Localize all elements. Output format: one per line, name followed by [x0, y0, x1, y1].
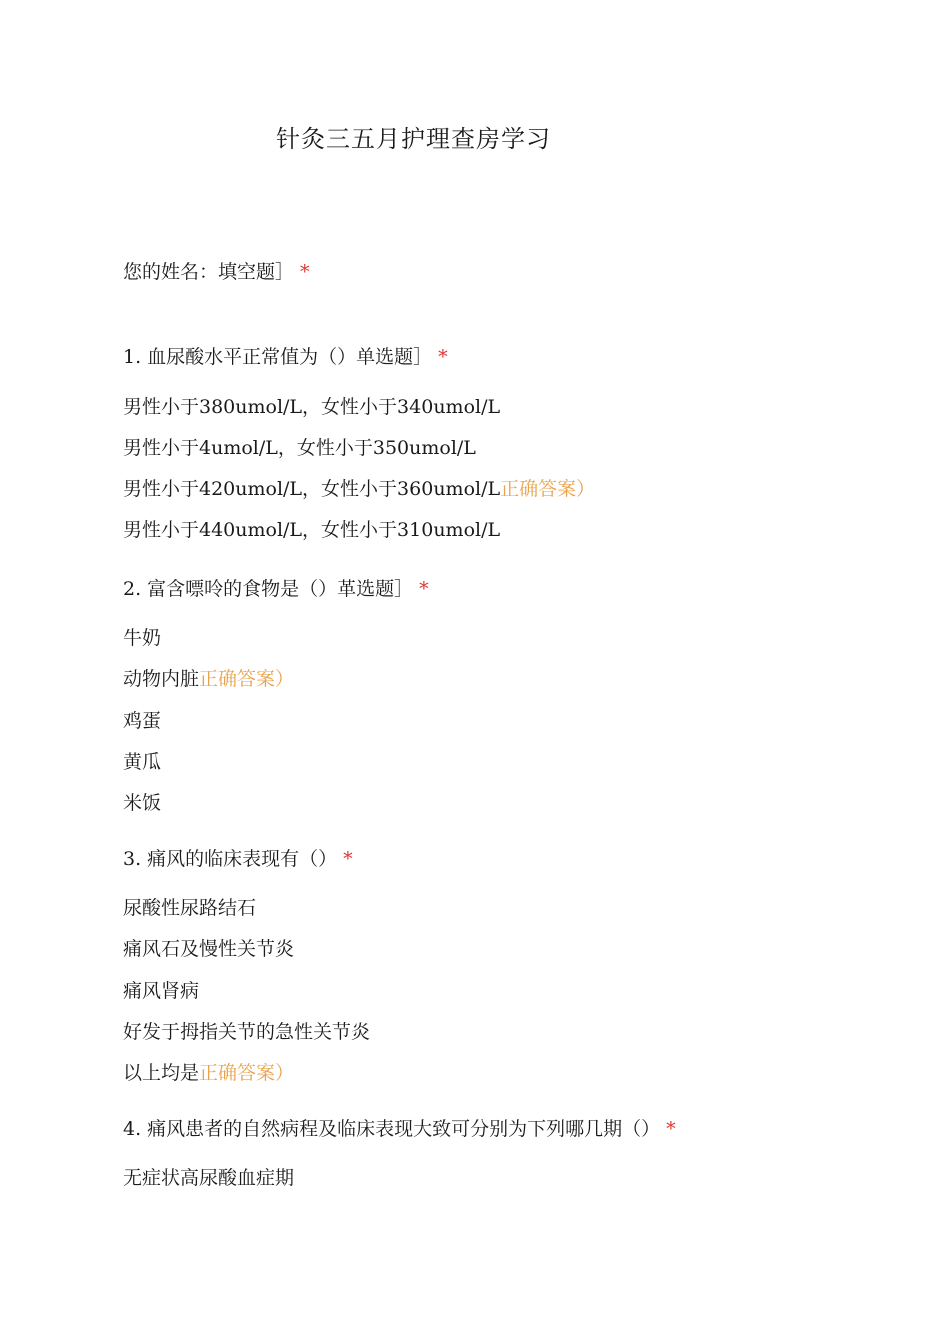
option-text: 男性小于4umol/L，女性小于350umol/L: [123, 437, 476, 459]
question-2-option-4: [123, 750, 161, 774]
required-mark: *: [666, 1118, 676, 1140]
name-field-label: [123, 260, 310, 284]
correct-answer-mark: 正确答案）: [500, 478, 596, 500]
option-text: 好发于拇指关节的急性关节炎: [123, 1021, 371, 1043]
question-2-option-2: [123, 667, 294, 691]
option-text: 动物内脏: [123, 668, 200, 690]
question-2-option-5: [123, 791, 161, 815]
option-text: 痛风肾病: [123, 980, 200, 1002]
question-text: 1. 血尿酸水平正常值为（）单选题］: [123, 346, 433, 368]
required-mark: *: [419, 578, 429, 600]
option-text: 尿酸性尿路结石: [123, 897, 257, 919]
question-1-label: [123, 345, 448, 369]
correct-answer-mark: 正确答案）: [199, 1062, 295, 1084]
question-2-option-3: [123, 709, 161, 733]
option-text: 黄瓜: [123, 751, 162, 773]
option-text: 以上均是: [123, 1062, 200, 1084]
name-field-text: 您的姓名：填空题］: [123, 261, 295, 283]
option-text: 鸡蛋: [123, 710, 162, 732]
question-1-option-1: [123, 395, 500, 419]
document-title: 针灸三五月护理查房学习: [276, 125, 551, 153]
question-text: 3. 痛风的临床表现有（）: [123, 848, 338, 870]
question-3-option-4: [123, 1020, 370, 1044]
question-4-label: [123, 1117, 676, 1141]
required-mark: *: [300, 261, 310, 283]
question-1-option-4: [123, 518, 500, 542]
question-3-option-2: [123, 937, 294, 961]
question-3-option-1: [123, 896, 256, 920]
required-mark: *: [438, 346, 448, 368]
question-3-label: [123, 847, 353, 871]
option-text: 男性小于380umol/L，女性小于340umol/L: [123, 396, 501, 418]
question-3-option-5: [123, 1061, 294, 1085]
option-text: 米饭: [123, 792, 162, 814]
question-text: 4. 痛风患者的自然病程及临床表现大致可分别为下列哪几期（）: [123, 1118, 661, 1140]
correct-answer-mark: 正确答案）: [199, 668, 295, 690]
option-text: 男性小于440umol/L，女性小于310umol/L: [123, 519, 501, 541]
question-3-option-3: [123, 979, 199, 1003]
option-text: 男性小于420umol/L，女性小于360umol/L: [123, 478, 501, 500]
question-text: 2. 富含嘌呤的食物是（）革选题］: [123, 578, 414, 600]
question-4-option-1: [123, 1166, 294, 1190]
question-1-option-3: [123, 477, 595, 501]
question-1-option-2: [123, 436, 476, 460]
question-2-label: [123, 577, 429, 601]
option-text: 无症状高尿酸血症期: [123, 1167, 295, 1189]
option-text: 牛奶: [123, 627, 162, 649]
required-mark: *: [343, 848, 353, 870]
question-2-option-1: [123, 626, 161, 650]
option-text: 痛风石及慢性关节炎: [123, 938, 295, 960]
